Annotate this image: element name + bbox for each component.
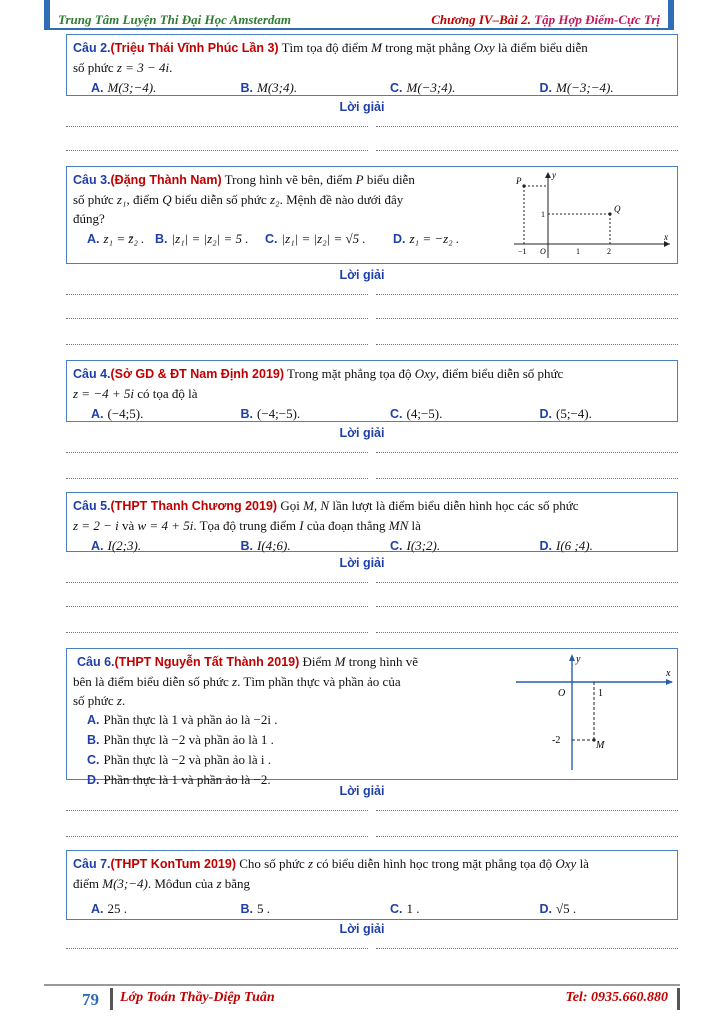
header-center-name: Trung Tâm Luyện Thi Đại Học Amsterdam: [58, 12, 292, 27]
math-p: P: [355, 172, 364, 187]
question-3-stem: [73, 170, 477, 190]
math-m: M: [303, 498, 314, 513]
option-label: B.: [240, 407, 253, 421]
page-footer: [44, 984, 680, 1024]
option-c[interactable]: [372, 78, 522, 98]
option-d[interactable]: [522, 536, 672, 556]
math-z: z = 2 − i: [73, 518, 119, 533]
option-label: C.: [390, 539, 403, 553]
question-number: Câu 5.: [73, 499, 111, 513]
option-text: Phần thực là 1 và phần ảo là −2.: [103, 772, 271, 787]
option-label: C.: [390, 902, 403, 916]
option-text: M(−3;4).: [406, 80, 456, 95]
stem-text: .: [169, 60, 173, 75]
stem-text: có tọa độ là: [134, 386, 198, 401]
stem-text: .: [121, 693, 126, 708]
option-label: B.: [240, 902, 253, 916]
option-text: Phần thực là −2 và phần ảo là 1 .: [103, 732, 274, 747]
stem-text: trong hình vẽ: [345, 654, 419, 669]
question-source: (Đặng Thành Nam): [110, 173, 222, 187]
option-d[interactable]: [383, 229, 483, 249]
option-c[interactable]: [372, 536, 522, 556]
math-q: Q: [162, 192, 172, 207]
option-text: I(3;2).: [406, 538, 441, 553]
math-z: z: [216, 876, 222, 891]
option-b[interactable]: [223, 536, 373, 556]
stem-text: Trong mặt phẳng tọa độ: [284, 366, 415, 381]
label-neg2: -2: [552, 735, 561, 746]
stem-text: và: [118, 518, 138, 533]
question-3-stem-line3: đúng?: [73, 211, 105, 226]
option-c[interactable]: [372, 899, 522, 919]
stem-text: là: [408, 518, 421, 533]
solution-heading: Lời giải: [339, 426, 385, 440]
question-2-stem-line2: [73, 58, 671, 77]
question-source: (THPT KonTum 2019): [110, 857, 236, 871]
option-b[interactable]: [149, 229, 259, 249]
option-text: I(4;6).: [257, 538, 291, 553]
answer-lines: [66, 452, 678, 454]
answer-lines: [66, 294, 678, 296]
label-m: M: [596, 740, 605, 751]
stem-text: biểu diễn số phức: [171, 192, 270, 207]
label-y: y: [576, 654, 581, 665]
question-number: Câu 6.: [77, 655, 115, 669]
question-source: (Sở GD & ĐT Nam Định 2019): [110, 367, 285, 381]
solution-heading: Lời giải: [339, 268, 385, 282]
answer-lines: [66, 632, 678, 634]
stem-text: , điểm biểu diễn số phức: [435, 366, 564, 381]
stem-text: có biểu diễn hình học trong mặt phẳng tọa độ: [313, 856, 556, 871]
option-c[interactable]: [259, 229, 383, 249]
option-text: Phần thực là 1 và phần ảo là −2i .: [103, 712, 278, 727]
option-label: C.: [265, 232, 278, 246]
option-label: D.: [539, 902, 552, 916]
math-oxy: Oxy: [473, 40, 495, 55]
option-label: A.: [91, 539, 104, 553]
question-7: [66, 850, 678, 920]
label-y: y: [552, 170, 556, 180]
header-chapter: [431, 12, 660, 28]
label-p: P: [516, 176, 522, 186]
question-number: Câu 7.: [73, 857, 111, 871]
stem-text: . Tìm phần thực và phần ảo của: [237, 674, 401, 689]
option-label: A.: [91, 902, 104, 916]
label-one: 1: [598, 688, 603, 699]
option-label: C.: [390, 81, 403, 95]
label-neg1: −1: [518, 247, 527, 256]
option-b[interactable]: [73, 730, 477, 750]
footer-separator: [677, 988, 680, 1010]
footer-separator: [110, 988, 113, 1010]
option-a[interactable]: [73, 899, 223, 919]
answer-lines: [66, 318, 678, 320]
math-w: w = 4 + 5i: [137, 518, 194, 533]
option-text: 1 .: [406, 901, 420, 916]
stem-text: . Môđun của: [147, 876, 217, 891]
option-text: (−4;−5).: [257, 406, 301, 421]
stem-text: lần lượt là điểm biểu diễn hình học các số phức: [329, 498, 579, 513]
question-6-stem-line3: [73, 691, 477, 710]
page-header: [44, 0, 674, 30]
label-q: Q: [614, 204, 621, 214]
option-d[interactable]: [522, 78, 672, 98]
option-text: M(−3;−4).: [556, 80, 614, 95]
label-x: x: [666, 668, 671, 679]
stem-text: điểm: [73, 876, 103, 891]
label-origin: O: [540, 247, 546, 256]
stem-text: Cho số phức: [236, 856, 309, 871]
stem-text: Tìm tọa độ điểm: [278, 40, 372, 55]
option-text: (−4;5).: [107, 406, 144, 421]
question-number: Câu 2.: [73, 41, 111, 55]
question-4-stem: [73, 364, 671, 384]
stem-text: của đoạn thẳng: [303, 518, 389, 533]
question-source: (Triệu Thái Vĩnh Phúc Lần 3): [110, 41, 279, 55]
stem-text: là điểm biểu diễn: [494, 40, 588, 55]
math-z: z: [232, 674, 238, 689]
answer-lines: [66, 948, 678, 950]
question-source: (THPT Thanh Chương 2019): [110, 499, 278, 513]
stem-text: số phức: [73, 693, 117, 708]
option-text: |z₁| = |z₂| = 5 .: [171, 231, 249, 246]
option-text: M(3;−4).: [107, 80, 157, 95]
option-label: D.: [539, 81, 552, 95]
question-5-stem: [73, 496, 671, 516]
option-label: C.: [390, 407, 403, 421]
answer-lines: [66, 606, 678, 608]
header-topic: Tập Hợp Điểm-Cực Trị: [534, 12, 660, 27]
option-text: 25 .: [107, 901, 127, 916]
option-b[interactable]: [223, 404, 373, 424]
question-3-stem-line2: [73, 190, 477, 209]
question-2: [66, 34, 678, 96]
math-n: N: [320, 498, 330, 513]
question-5-stem-line2: [73, 516, 671, 535]
math-m: M: [371, 40, 382, 55]
question-7-stem-line2: [73, 874, 671, 893]
option-text: (5;−4).: [556, 406, 592, 421]
option-text: |z₁| = |z₂| = √5 .: [281, 231, 366, 246]
solution-heading: Lời giải: [339, 556, 385, 570]
math-m: M(3;−4): [102, 876, 148, 891]
answer-lines: [66, 810, 678, 812]
math-z: z: [116, 693, 122, 708]
question-7-stem: [73, 854, 671, 874]
stem-text: biểu diễn: [363, 172, 415, 187]
option-a[interactable]: [73, 710, 477, 730]
option-label: D.: [539, 539, 552, 553]
solution-heading: Lời giải: [339, 784, 385, 798]
option-text: z₁ = z̄₂ .: [103, 231, 145, 246]
math-m: M: [334, 654, 346, 669]
option-label: B.: [240, 81, 253, 95]
answer-lines: [66, 836, 678, 838]
label-x: x: [664, 232, 668, 242]
header-chapter-label: Chương IV–Bài 2.: [431, 12, 531, 27]
question-5: [66, 492, 678, 552]
question-3-figure: [510, 168, 676, 262]
option-label: B.: [155, 232, 168, 246]
math-mn: MN: [388, 518, 409, 533]
option-label: A.: [87, 232, 100, 246]
answer-lines: [66, 344, 678, 346]
question-6-stem-line2: [73, 672, 477, 691]
stem-text: Điểm: [299, 654, 335, 669]
footer-rule: [44, 984, 680, 986]
option-label: D.: [87, 773, 100, 787]
answer-options: [73, 229, 493, 249]
answer-options: [73, 536, 671, 556]
option-label: D.: [393, 232, 406, 246]
page-number: 79: [82, 990, 99, 1009]
option-text: 5 .: [257, 901, 270, 916]
question-4-stem-line2: [73, 384, 671, 403]
label-two: 2: [607, 247, 611, 256]
question-6-stem: [73, 652, 477, 672]
option-text: M(3;4).: [257, 80, 298, 95]
option-a[interactable]: [73, 536, 223, 556]
stem-text: . Mệnh đề nào dưới đây: [279, 192, 404, 207]
header-left-bar: [44, 0, 50, 30]
math-z: z: [308, 856, 314, 871]
option-d[interactable]: [522, 899, 672, 919]
answer-lines: [66, 126, 678, 128]
math-z: z = 3 − 4i: [116, 60, 170, 75]
question-2-stem: [73, 38, 671, 58]
option-a[interactable]: [73, 229, 149, 249]
math-z: z = −4 + 5i: [73, 386, 134, 401]
label-one-y: 1: [541, 210, 545, 219]
answer-lines: [66, 478, 678, 480]
label-one-x: 1: [576, 247, 580, 256]
header-right-bar: [668, 0, 674, 30]
option-b[interactable]: [223, 78, 373, 98]
math-z1: z₁: [116, 192, 127, 207]
math-i: I: [299, 518, 304, 533]
option-label: A.: [87, 713, 100, 727]
answer-options: [73, 404, 671, 424]
option-text: I(2;3).: [107, 538, 142, 553]
option-label: A.: [91, 407, 104, 421]
stem-text: trong mặt phẳng: [382, 40, 474, 55]
answer-options: [73, 899, 671, 919]
math-z2: z₂: [270, 192, 280, 207]
option-label: C.: [87, 753, 100, 767]
stem-text: . Tọa độ trung điểm: [193, 518, 300, 533]
option-text: I(6 ;4).: [556, 538, 593, 553]
stem-text: bằng: [221, 876, 251, 891]
stem-text: là: [576, 856, 589, 871]
footer-teacher: Lớp Toán Thầy-Diệp Tuân: [120, 990, 275, 1005]
option-text: (4;−5).: [406, 406, 443, 421]
question-4: [66, 360, 678, 422]
option-text: z₁ = −z₂ .: [409, 231, 460, 246]
answer-lines: [66, 582, 678, 584]
option-label: B.: [240, 539, 253, 553]
option-d[interactable]: [522, 404, 672, 424]
option-label: D.: [539, 407, 552, 421]
stem-text: Trong hình vẽ bên, điểm: [221, 172, 356, 187]
option-a[interactable]: [73, 78, 223, 98]
option-c[interactable]: [73, 750, 477, 770]
option-a[interactable]: [73, 404, 223, 424]
stem-text: số phức: [73, 192, 117, 207]
solution-heading: Lời giải: [339, 922, 385, 936]
option-c[interactable]: [372, 404, 522, 424]
question-number: Câu 4.: [73, 367, 111, 381]
answer-options: [73, 78, 671, 98]
header-underline: [50, 28, 668, 30]
option-label: B.: [87, 733, 100, 747]
option-text: Phần thực là −2 và phần ảo là i .: [103, 752, 271, 767]
question-source: (THPT Nguyễn Tất Thành 2019): [114, 655, 300, 669]
option-b[interactable]: [223, 899, 373, 919]
stem-text: ,: [313, 498, 321, 513]
stem-text: Gọi: [277, 498, 304, 513]
stem-text: , điểm: [126, 192, 163, 207]
stem-text: bên là điểm biểu diễn số phức: [73, 674, 233, 689]
option-label: A.: [91, 81, 104, 95]
option-text: √5 .: [556, 901, 577, 916]
footer-phone: Tel: 0935.660.880: [565, 990, 668, 1005]
question-number: Câu 3.: [73, 173, 111, 187]
answer-lines: [66, 150, 678, 152]
solution-heading: Lời giải: [339, 100, 385, 114]
stem-text: số phức: [73, 60, 117, 75]
math-oxy: Oxy: [555, 856, 577, 871]
question-6-figure: [510, 650, 676, 776]
math-oxy: Oxy: [414, 366, 436, 381]
label-origin: O: [558, 688, 566, 699]
